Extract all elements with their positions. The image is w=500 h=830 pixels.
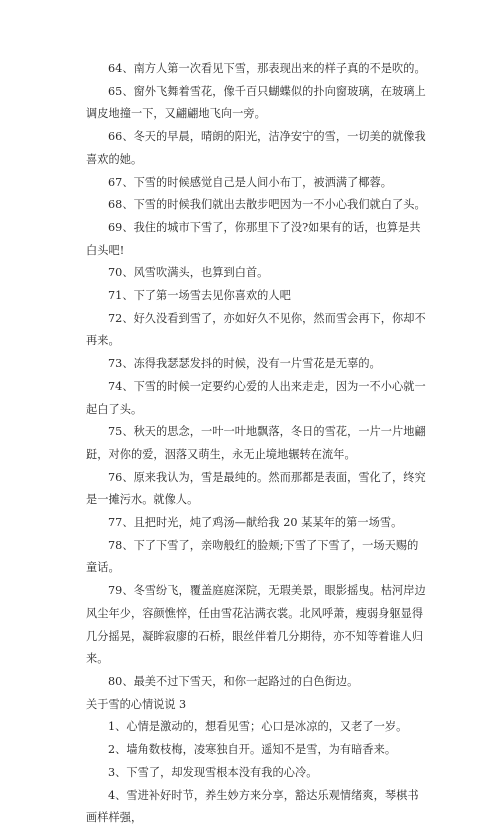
paragraph-80: 80、最美不过下雪天，和你一起路过的白色街边。 [108, 674, 359, 688]
paragraph-64: 64、南方人第一次看见下雪，那表现出来的样子真的不是吹的。 [108, 62, 426, 75]
paragraph-75: 75、秋天的思念，一叶一叶地飘落，冬日的雪花，一片一片地翩跹，对你的爱，洇落又萌生，永无止境地辗转在流年。 [86, 425, 426, 461]
paragraph-69: 69、我住的城市下雪了，你那里下了没?如果有的话，也算是共白头吧! [86, 220, 421, 257]
paragraph-65: 65、窗外飞舞着雪花，像千百只蝴蝶似的扑向窗玻璃，在玻璃上调皮地撞一下，又翩翩地飞向一旁。 [86, 84, 426, 121]
paragraph-78: 78、下了下雪了，亲吻般红的脸颊;下雪了下雪了，一场天赐的童话。 [86, 538, 419, 575]
paragraph-68: 68、下雪的时候我们就出去散步吧因为一不小心我们就白了头。 [108, 198, 426, 212]
paragraph-70: 70、风雪吹满头，也算到白首。 [108, 266, 269, 280]
section-paragraph-4: 4、雪进补好时节，养生妙方来分享，豁达乐观情绪爽，琴棋书画样样强， [86, 788, 419, 825]
paragraph-72: 72、好久没看到雪了，亦如好久不见你，然而雪会再下，你却不再来。 [86, 311, 426, 348]
section-heading: 关于雪的心情说说 3 [86, 697, 187, 711]
section-paragraph-3: 3、下雪了，却发现雪根本没有我的心冷。 [108, 765, 318, 779]
paragraph-76: 76、原来我认为，雪是最纯的。然而那都是表面，雪化了，终究是一摊污水。就像人。 [86, 470, 426, 507]
document-body [86, 58, 426, 830]
paragraph-77: 77、且把时光，炖了鸡汤—献给我 20 某某年的第一场雪。 [108, 516, 403, 530]
paragraph-79: 79、冬雪纷飞，覆盖庭庭深院，无瑕美景，眼影摇曳。枯河岸边风尘年少，容颜憔悴，任由雪花沾满衣裳。北风呼萧，瘦弱身躯显得几分摇晃，凝眸寂廖的石桥，眼丝伴着几分期待，亦不知等着谁人归来。 [86, 584, 426, 666]
section-paragraph-2: 2、墙角数枝梅，凌寒独自开。遥知不是雪，为有暗香来。 [108, 743, 397, 757]
paragraph-71: 71、下了第一场雪去见你喜欢的人吧 [108, 289, 291, 303]
paragraph-74: 74、下雪的时候一定要约心爱的人出来走走，因为一不小心就一起白了头。 [86, 379, 426, 416]
paragraph-73: 73、冻得我瑟瑟发抖的时候，没有一片雪花是无辜的。 [108, 357, 381, 371]
section-paragraph-1: 1、心情是激动的，想看见雪；心口是冰凉的，又老了一岁。 [108, 720, 408, 734]
paragraph-66: 66、冬天的早晨，晴朗的阳光，洁净安宁的雪，一切美的就像我喜欢的她。 [86, 130, 426, 166]
paragraph-67: 67、下雪的时候感觉自己是人间小布丁，被洒满了椰蓉。 [108, 175, 393, 189]
